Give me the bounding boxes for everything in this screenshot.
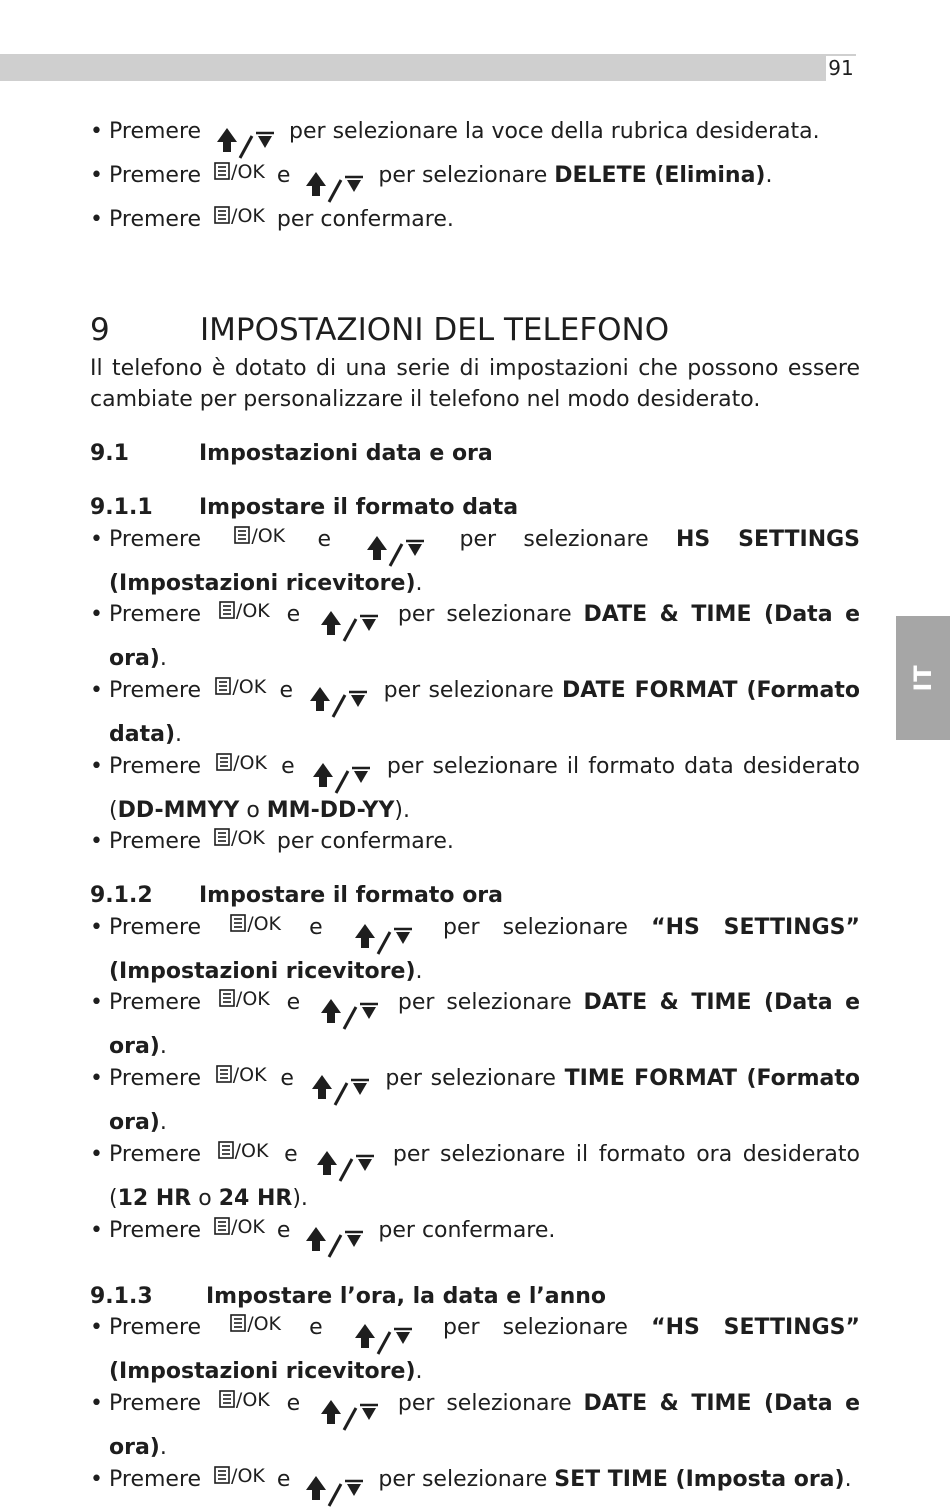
list-item: • Premere /OK e per selezionare il formato ora desiderato (12 HR o 24 HR). xyxy=(90,1139,860,1215)
up-down-navigation-keys-icon xyxy=(214,122,276,160)
up-down-navigation-keys-icon xyxy=(307,681,369,719)
menu-ok-key xyxy=(214,1466,265,1486)
ok-label: /OK xyxy=(231,827,265,850)
up-down-navigation-keys-icon xyxy=(352,918,414,956)
ok-label: /OK xyxy=(234,1139,269,1162)
list-item: • Premere /OK e per selezionare DATE & TIME (Data e ora). xyxy=(90,599,860,675)
subsection-heading-9-1-2: 9.1.2 Impostare il formato ora xyxy=(90,883,504,909)
menu-ok-key xyxy=(215,677,266,697)
menu-ok-key-icon xyxy=(218,1141,234,1159)
up-down-navigation-keys-icon xyxy=(352,1318,414,1356)
language-tab-label: IT xyxy=(909,664,937,692)
menu-ok-key xyxy=(230,1314,281,1334)
up-down-navigation-keys-icon xyxy=(364,530,426,568)
ok-label: /OK xyxy=(251,524,286,547)
ok-label: /OK xyxy=(231,1215,265,1238)
list-item: • Premere /OK e per confermare. xyxy=(90,1215,860,1259)
menu-ok-key xyxy=(234,526,285,546)
menu-ok-key-icon xyxy=(219,989,235,1007)
section-heading: 9.1 Impostazioni data e ora xyxy=(90,441,493,467)
up-down-navigation-keys-icon xyxy=(318,1394,380,1432)
ok-label: /OK xyxy=(247,1313,282,1336)
list-item: • Premere /OK e per selezionare SET TIME (Imposta ora). xyxy=(90,1464,860,1508)
ok-label: /OK xyxy=(231,205,265,227)
up-down-navigation-keys-icon xyxy=(318,993,380,1031)
up-down-navigation-keys-icon xyxy=(303,1470,365,1508)
up-down-navigation-keys-icon xyxy=(310,757,372,795)
up-down-navigation-keys-icon xyxy=(303,166,365,204)
list-item: • Premere /OK per confermare. xyxy=(90,826,860,858)
list-item: • Premere /OK e per selezionare il formato data desiderato (DD-MMYY o MM-DD-YY). xyxy=(90,751,860,827)
chapter-title: IMPOSTAZIONI DEL TELEFONO xyxy=(200,311,670,348)
up-down-navigation-keys-icon xyxy=(309,1069,371,1107)
up-down-navigation-keys-icon xyxy=(314,1145,376,1183)
ok-label: /OK xyxy=(232,1064,267,1087)
steps-9-1-2 xyxy=(90,912,860,1259)
menu-ok-key xyxy=(214,206,265,226)
menu-ok-key xyxy=(216,753,267,773)
list-item: • Premere /OK e per selezionare HS SETTINGS (Impostazioni ricevitore). xyxy=(90,524,860,600)
menu-ok-key-icon xyxy=(230,914,246,932)
header-band xyxy=(0,54,856,81)
menu-ok-key-icon xyxy=(216,753,232,771)
menu-ok-key-icon xyxy=(230,1314,246,1332)
menu-ok-key-icon xyxy=(219,601,235,619)
ok-label: /OK xyxy=(233,751,267,774)
list-item: • Premere per selezionare la voce della rubrica desiderata. xyxy=(90,116,860,160)
menu-ok-key-icon xyxy=(214,206,230,224)
menu-ok-key xyxy=(214,162,265,182)
menu-ok-key-icon xyxy=(234,526,250,544)
steps-9-1-3 xyxy=(90,1312,860,1507)
menu-ok-key-icon xyxy=(214,828,230,846)
subsection-heading-9-1-3: 9.1.3 Impostare l’ora, la data e l’anno xyxy=(90,1283,607,1309)
page-number: 91 xyxy=(826,56,856,81)
language-tab xyxy=(896,616,950,740)
ok-label: /OK xyxy=(247,912,282,935)
menu-ok-key-icon xyxy=(215,677,231,695)
menu-ok-key-icon xyxy=(219,1390,235,1408)
up-down-navigation-keys-icon xyxy=(303,1221,365,1259)
menu-ok-key xyxy=(219,1390,270,1410)
list-item: • Premere /OK e per selezionare DATE & TIME (Data e ora). xyxy=(90,987,860,1063)
menu-ok-key xyxy=(219,989,270,1009)
chapter-heading xyxy=(90,310,860,350)
list-item: • Premere /OK e per selezionare DATE & TIME (Data e ora). xyxy=(90,1388,860,1464)
list-item: • Premere /OK e per selezionare DELETE (Elimina). xyxy=(90,160,860,204)
ok-label: /OK xyxy=(235,988,270,1011)
subsection-heading-9-1-1: 9.1.1 Impostare il formato data xyxy=(90,494,519,520)
menu-ok-key xyxy=(230,914,281,934)
menu-ok-key xyxy=(214,828,265,848)
menu-ok-key-icon xyxy=(214,162,230,180)
menu-ok-key-icon xyxy=(214,1217,230,1235)
menu-ok-key-icon xyxy=(214,1466,230,1484)
list-item: • Premere /OK e per selezionare “HS SETTINGS” (Impostazioni ricevitore). xyxy=(90,1312,860,1388)
chapter-intro: Il telefono è dotato di una serie di impostazioni che possono essere cambiate per personalizzare il telefono nel modo desiderato. xyxy=(90,355,860,413)
page-content xyxy=(90,116,860,1508)
ok-label: /OK xyxy=(235,600,270,623)
menu-ok-key xyxy=(216,1065,267,1085)
menu-ok-key-icon xyxy=(216,1065,232,1083)
ok-label: /OK xyxy=(235,1388,270,1411)
up-down-navigation-keys-icon xyxy=(318,605,380,643)
ok-label: /OK xyxy=(232,675,267,698)
top-steps xyxy=(90,116,860,236)
ok-label: /OK xyxy=(231,1464,265,1487)
menu-ok-key xyxy=(214,1217,265,1237)
list-item: • Premere /OK e per selezionare “HS SETTINGS” (Impostazioni ricevitore). xyxy=(90,912,860,988)
steps-9-1-1 xyxy=(90,524,860,859)
ok-label: /OK xyxy=(231,161,265,183)
menu-ok-key xyxy=(219,601,270,621)
list-item: • Premere /OK e per selezionare TIME FORMAT (Formato ora). xyxy=(90,1063,860,1139)
list-item: • Premere /OK e per selezionare DATE FORMAT (Formato data). xyxy=(90,675,860,751)
list-item: • Premere /OK per confermare. xyxy=(90,204,860,236)
chapter-number: 9 xyxy=(90,311,110,348)
menu-ok-key xyxy=(218,1141,269,1161)
